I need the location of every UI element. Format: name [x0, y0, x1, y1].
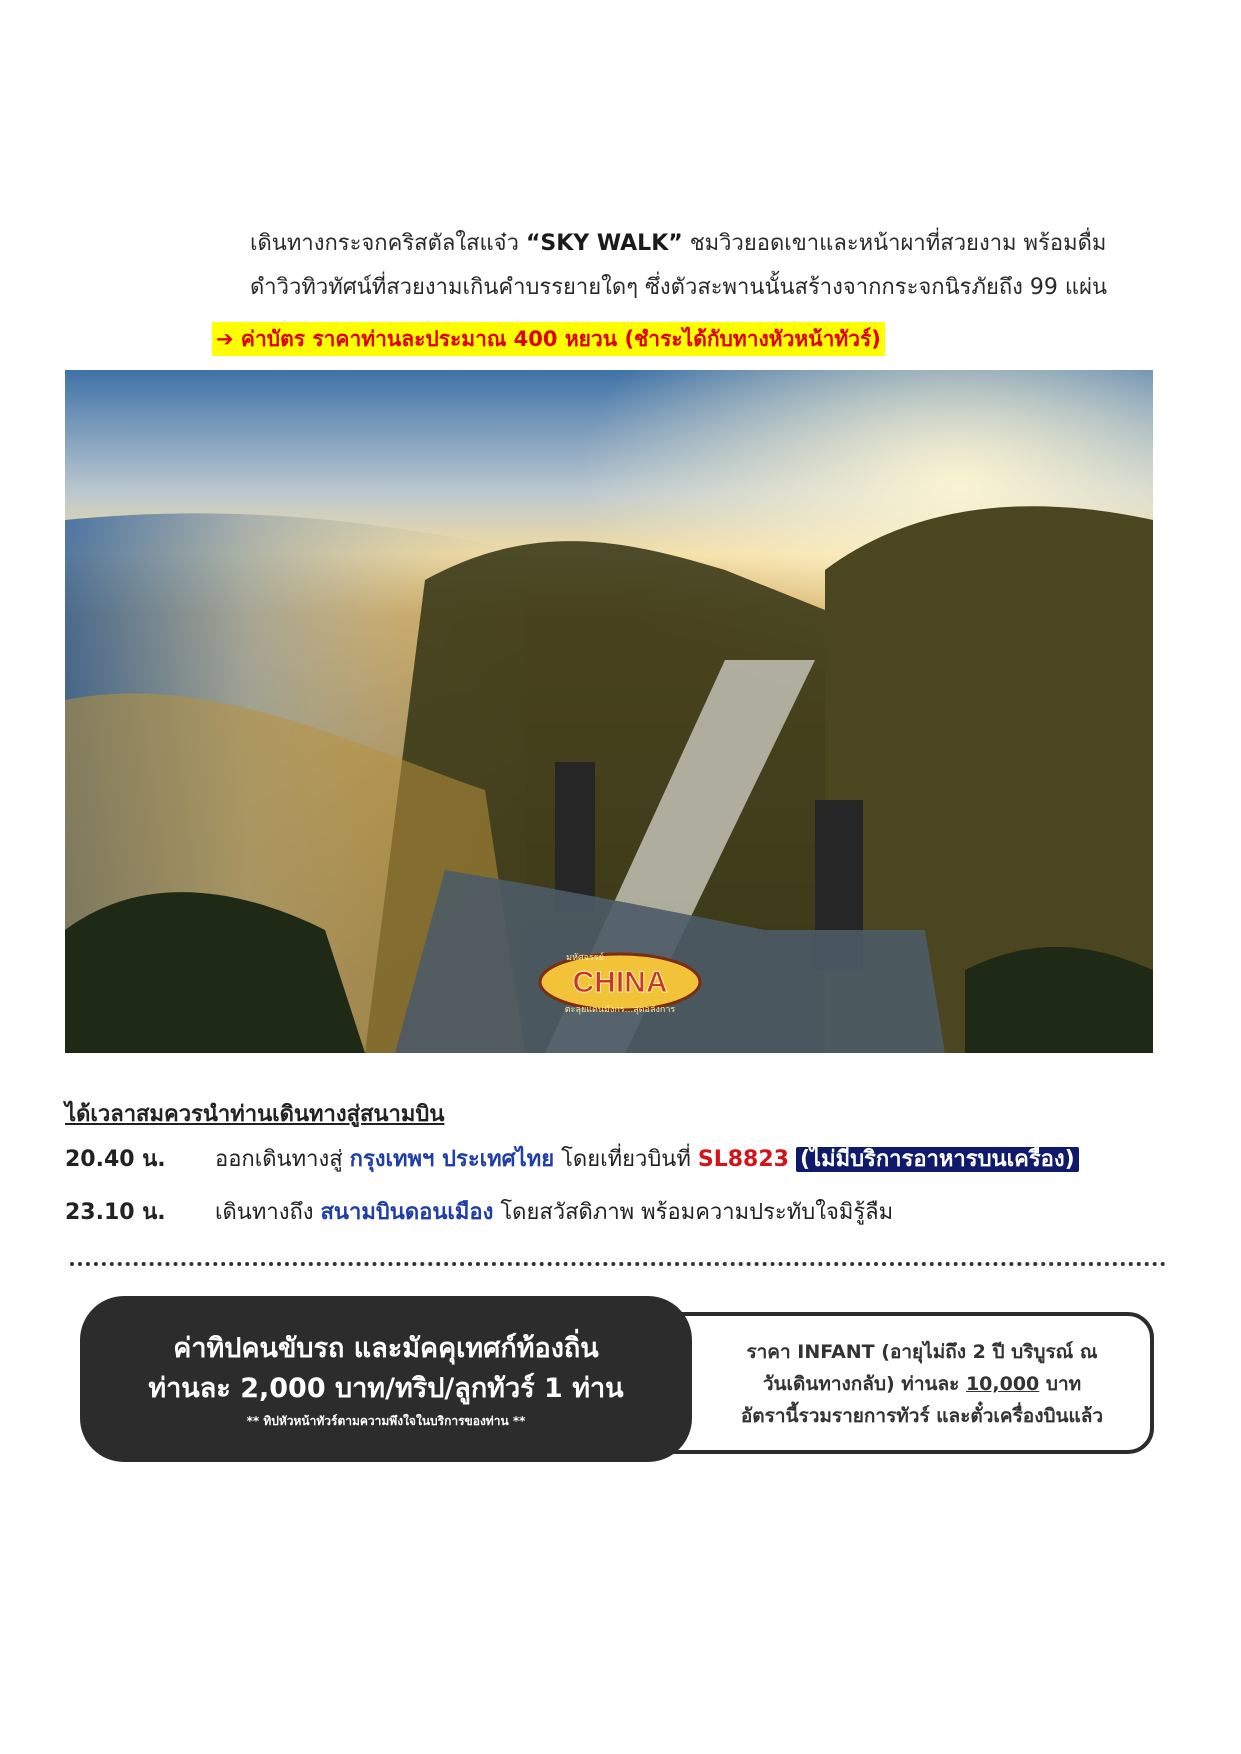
- infant-panel: [646, 1312, 1154, 1454]
- fee-text: ค่าบัตร ราคาท่านละประมาณ 400 หยวน (ชำระได้กับทางหัวหน้าทัวร์): [240, 327, 881, 351]
- intro-line-2: ดำวิวทิวทัศน์ที่สวยงามเกินคำบรรยายใดๆ ซึ่งตัวสะพานนั้นสร้างจากกระจกนิรภัยถึง 99 แผ่น: [250, 275, 1108, 300]
- intro-paragraph: [250, 222, 1170, 310]
- intro-text: ชมวิวยอดเขาและหน้าผาที่สวยงาม พร้อมดื่ม: [682, 231, 1107, 256]
- tip-line-1: ค่าทิปคนขับรถ และมัคคุเทศก์ท้องถิ่น: [173, 1333, 599, 1364]
- tip-line-2: ท่านละ 2,000 บาท/ทริป/ลูกทัวร์ 1 ท่าน: [148, 1373, 624, 1404]
- section-title: ได้เวลาสมควรนำท่านเดินทางสู่สนามบิน: [65, 1102, 445, 1127]
- price-banner: [80, 1296, 1156, 1462]
- schedule-row: [65, 1195, 893, 1231]
- infant-text: [710, 1336, 1134, 1432]
- infant-price: 10,000: [965, 1373, 1040, 1395]
- dotted-divider: [70, 1262, 1166, 1266]
- spacer: [789, 1147, 796, 1172]
- logo-text: CHINA: [572, 966, 668, 999]
- schedule-time: 23.10 น.: [65, 1200, 166, 1225]
- fee-highlight: [212, 322, 885, 356]
- intro-line-1: [250, 222, 1170, 266]
- schedule-text: เดินทางถึง: [215, 1200, 321, 1225]
- logo-top: มหัศจรรย์: [566, 953, 604, 963]
- schedule-row: [65, 1142, 1079, 1178]
- infant-text-part: วันเดินทางกลับ) ท่านละ: [762, 1373, 966, 1395]
- intro-text: เดินทางกระจกคริสตัลใสแจ๋ว: [250, 231, 526, 256]
- logo-sub: ตะลุยแดนมังกร...สุดอลังการ: [564, 1005, 676, 1015]
- destination: สนามบินดอนเมือง: [320, 1200, 494, 1225]
- tip-panel: [80, 1296, 692, 1462]
- infant-line-2: [710, 1368, 1134, 1400]
- schedule-text: โดยสวัสดิภาพ พร้อมความประทับใจมิรู้ลืม: [493, 1200, 894, 1225]
- no-meal-badge: (ไม่มีบริการอาหารบนเครื่อง): [796, 1147, 1079, 1172]
- arrow-icon: ➔: [216, 327, 234, 351]
- schedule-time: 20.40 น.: [65, 1147, 166, 1172]
- destination: กรุงเทพฯ ประเทศไทย: [349, 1147, 555, 1172]
- schedule-text: ออกเดินทางสู่: [215, 1147, 350, 1172]
- schedule-text: โดยเที่ยวบินที่: [554, 1147, 698, 1172]
- flight-number: SL8823: [697, 1147, 789, 1172]
- infant-text-part: บาท: [1039, 1373, 1082, 1395]
- infant-line-1: ราคา INFANT (อายุไม่ถึง 2 ปี บริบูรณ์ ณ: [746, 1341, 1098, 1363]
- sky-walk-photo: [65, 370, 1153, 1053]
- infant-line-3: อัตรานี้รวมรายการทัวร์ และตั๋วเครื่องบินแล้ว: [740, 1405, 1104, 1427]
- tip-note: ** ทิปหัวหน้าทัวร์ตามความพึงใจในบริการของท่าน **: [246, 1414, 526, 1428]
- sky-walk-highlight: “SKY WALK”: [525, 231, 683, 256]
